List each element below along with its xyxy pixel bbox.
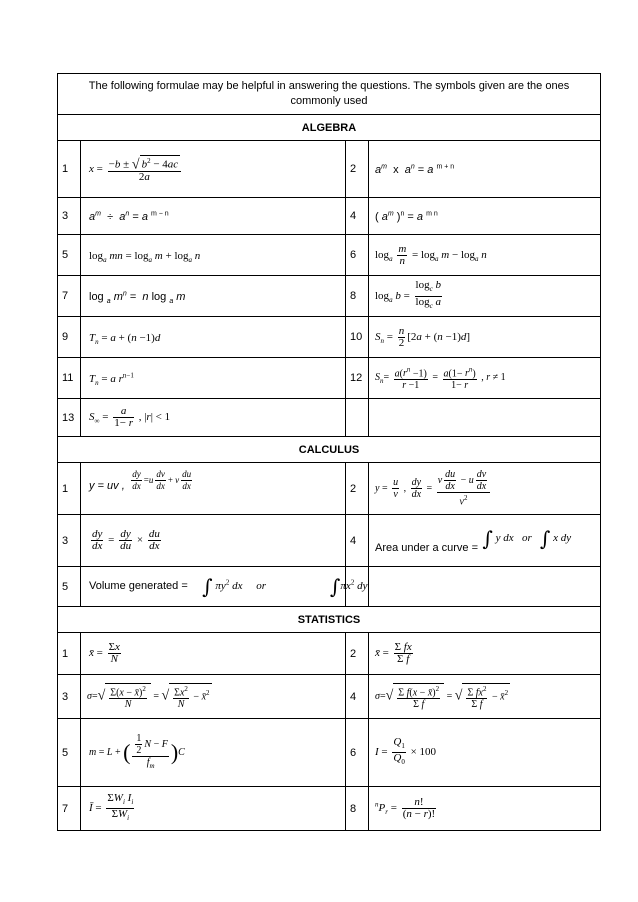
formula-volume-revolution: Volume generated = ∫ $\pi y^2$ dx or [81, 567, 346, 607]
formula-chain-rule: $\frac{dy}{dx}$ = $\frac{dy}{du}$ × $\frac{du}{dx}$ [81, 515, 346, 567]
formula-ap-sum: $S_n$ = $\frac{n}{2}$ [2a + (n −1)d] [369, 317, 601, 358]
formula-number: 3 [58, 675, 81, 719]
formula-number: 1 [58, 141, 81, 198]
formula-row [58, 276, 601, 317]
formula-number: 4 [346, 515, 369, 567]
formula-number: 5 [58, 719, 81, 787]
formula-gp-sum: $S_n=$ $\frac{a(r^n -1)}{r -1}$ = $\frac{a(1- r^n)}{1- r}$ , r ≠ 1 [369, 358, 601, 399]
intro-text: The following formulae may be helpful in answering the questions. The symbols given are the ones commonly used [58, 74, 601, 115]
formula-number: 9 [58, 317, 81, 358]
empty-cell [369, 399, 601, 437]
formula-number: 13 [58, 399, 81, 437]
formula-number: 7 [58, 276, 81, 317]
formula-log-quotient: $\log_a$ $\frac{m}{n}$ = $\log_a m - \log_a n$ [369, 235, 601, 276]
formula-product-rule: y = uv , $^{\frac{dy}{dx} =u \frac{dv}{dx} + v \frac{du}{dx}}$ [81, 463, 346, 515]
formula-mean-frequency: x̄ = $\frac{\text{Σ fx}}{\text{Σ f}}$ [369, 633, 601, 675]
formula-number: 8 [346, 787, 369, 831]
formula-gp-nth-term: $T_n = a$ $r^{n-1}$ [81, 358, 346, 399]
section-row-algebra [58, 115, 601, 141]
formula-number: 7 [58, 787, 81, 831]
formula-area-under-curve: Area under a curve = $^{\int y dx or \int x dy}$ [369, 515, 601, 567]
formula-row [58, 515, 601, 567]
formula-volume-revolution-cont: $\int\pi x^2$ dy [346, 567, 369, 607]
formula-median: m = L + ( $\frac{1}{2}$ N − F $f_m$ )C [81, 719, 346, 787]
area-label: Area under a curve = [375, 541, 479, 554]
formula-log-base-change: $\log_a b$ = $\frac{\log_c b}{\log_c a}$ [369, 276, 601, 317]
formula-number: 5 [58, 235, 81, 276]
formula-row [58, 675, 601, 719]
formula-number: 2 [346, 463, 369, 515]
product-rule-label: y = uv , [89, 480, 125, 493]
empty-cell [346, 399, 369, 437]
formula-log-product: $\log_a$ mn = $\log_a m + \log_a n$ [81, 235, 346, 276]
formula-row [58, 235, 601, 276]
formula-number: 6 [346, 719, 369, 787]
formula-number: 11 [58, 358, 81, 399]
or-word: or [256, 580, 266, 593]
formula-mean: x̄ = $\frac{\Sigma x}{N}$ [81, 633, 346, 675]
formula-gp-sum-infinity: $S_\infty$ = $\frac{a}{1- r}$ , |r| < 1 [81, 399, 346, 437]
section-title-statistics: STATISTICS [58, 607, 601, 633]
formula-index-power: ( $a^m$ )$^n$ = a $^{m n}$ [369, 198, 601, 235]
section-title-algebra: ALGEBRA [58, 115, 601, 141]
formula-number: 6 [346, 235, 369, 276]
empty-cell [369, 567, 601, 607]
section-title-calculus: CALCULUS [58, 437, 601, 463]
formula-number: 2 [346, 141, 369, 198]
formula-log-power: log $_a$ $m^n = n$ log $_a$ m [81, 276, 346, 317]
formula-ap-nth-term: $T_n = a + (n -1)d$ [81, 317, 346, 358]
formula-number: 1 [58, 463, 81, 515]
formula-index-number: I = $\frac{Q_1}{Q_0}$ × 100 [369, 719, 601, 787]
formula-number: 10 [346, 317, 369, 358]
formula-number: 3 [58, 515, 81, 567]
formula-number: 4 [346, 675, 369, 719]
formula-row [58, 463, 601, 515]
intro-row [58, 74, 601, 115]
formula-standard-deviation: σ=√ $\frac{\Sigma(x - x̄)^2}{N}$ = √ $\frac{\Sigma x^2}{N}$ − x̄$^2$ [81, 675, 346, 719]
formula-sheet [57, 73, 601, 831]
formula-permutation: $^nP_r$ = $\frac{n!}{(n - r)!}$ [369, 787, 601, 831]
formula-quadratic: x = $\frac{-b \pm √ b^2 - 4ac}{2a}$ [81, 141, 346, 198]
formula-index-multiply: $a^m$ x $a^n = a$ $^{m + n}$ [369, 141, 601, 198]
formula-row [58, 141, 601, 198]
formula-index-divide: $a^m \div a^n = a$ $^{m - n}$ [81, 198, 346, 235]
formula-row [58, 399, 601, 437]
formula-number: 5 [58, 567, 81, 607]
formula-row [58, 787, 601, 831]
formula-number: 3 [58, 198, 81, 235]
volume-label: Volume generated = [89, 580, 188, 593]
formula-row [58, 198, 601, 235]
formula-row [58, 358, 601, 399]
formula-row [58, 633, 601, 675]
formula-number: 8 [346, 276, 369, 317]
formula-row [58, 567, 601, 607]
formula-standard-deviation-frequency: σ=√ $\frac{\Sigma f(x - x̄)^2}{\text{Σ f}}$ = √ $\frac{\Sigma fx^2}{\text{Σ f}}$ − x̄$^2$ [369, 675, 601, 719]
formula-number: 1 [58, 633, 81, 675]
formula-quotient-rule: y = $\frac{u}{v}$ , $\frac{dy}{dx}$ = v $\frac{du}{dx}$ − u $\frac{dv}{dx}$ $v^2$ [369, 463, 601, 515]
formula-number: 4 [346, 198, 369, 235]
formula-number: 12 [346, 358, 369, 399]
section-row-calculus [58, 437, 601, 463]
formula-number: 2 [346, 633, 369, 675]
or-word: or [521, 531, 532, 544]
section-row-statistics [58, 607, 601, 633]
formula-weighted-index: Ī = $\frac{\Sigma W_i I_i}{\Sigma W_i}$ [81, 787, 346, 831]
formula-row [58, 317, 601, 358]
formula-row [58, 719, 601, 787]
